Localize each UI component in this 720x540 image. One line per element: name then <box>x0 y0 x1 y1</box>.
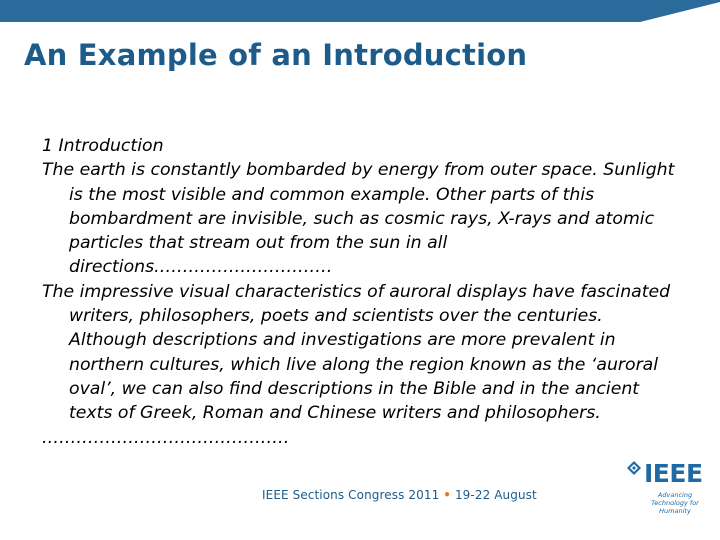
footer-separator: • <box>443 488 452 502</box>
body-paragraph: The earth is constantly bombarded by energy from outer space. Sunlight is the most visible and common example. Other parts of this bombardment are invisible, such as cosmic rays, X-rays and atomic particles that stream out from the sun in all directions.………………………… <box>42 160 675 278</box>
slide-title: An Example of an Introduction <box>24 38 528 72</box>
header-band <box>0 0 720 22</box>
body-paragraph: The impressive visual characteristics of auroral displays have fascinated writers, philosophers, poets and scientists over the centuries. Although descriptions and investigations are more prevalent in northern cultures, which live along the region known as the ‘auroral oval’, we can also find descriptions in the Bible and in the ancient texts of Greek, Roman and Chinese writers and philosophers. <box>42 281 671 424</box>
footer-congress-name: IEEE Sections Congress 2011 <box>262 488 440 502</box>
trailing-ellipsis: .…………………………………… <box>42 427 290 448</box>
section-heading: 1 Introduction <box>42 136 164 156</box>
footer-congress <box>262 488 537 502</box>
ieee-wordmark: IEEE <box>644 459 703 488</box>
slide-body <box>42 134 682 450</box>
ieee-tagline: Advancing Technology for Humanity <box>651 491 699 515</box>
footer-dates: 19-22 August <box>454 488 537 502</box>
